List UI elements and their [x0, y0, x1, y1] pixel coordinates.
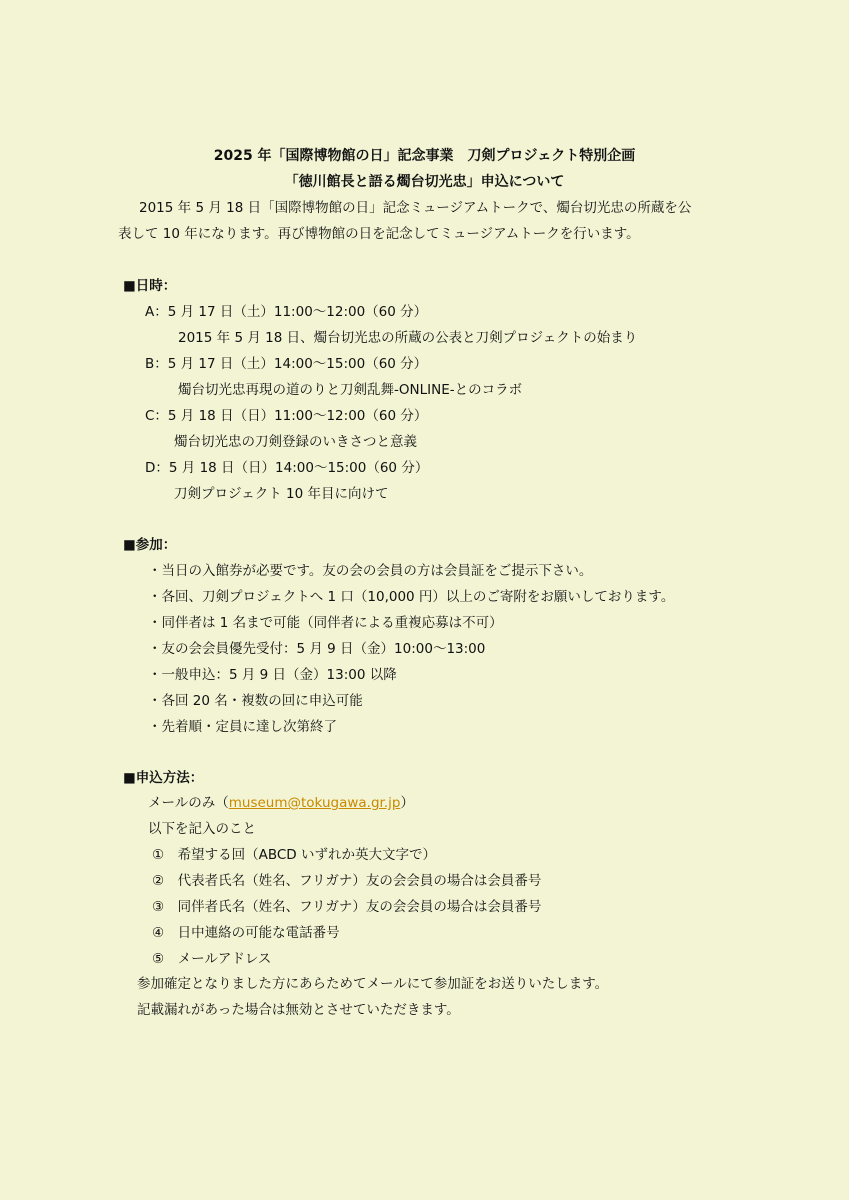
application-field: ④ 日中連絡の可能な電話番号 [152, 925, 340, 941]
application-field: ① 希望する回（ABCD いずれか英大文字で） [152, 847, 436, 863]
application-field: ③ 同伴者氏名（姓名、フリガナ）友の会会員の場合は会員番号 [152, 899, 542, 915]
invalid-note: 記載漏れがあった場合は無効とさせていただきます。 [137, 1002, 460, 1018]
session-a-topic: 2015 年 5 月 18 日、燭台切光忠の所蔵の公表と刀剣プロジェクトの始まり [178, 330, 638, 346]
participation-item: ・先着順・定員に達し次第終了 [148, 719, 337, 735]
mail-prefix: メールのみ（ [148, 795, 229, 811]
document-title-line-2: 「徳川館長と語る燭台切光忠」申込について [284, 174, 565, 190]
mail-suffix: ） [400, 795, 414, 811]
participation-item: ・各回、刀剣プロジェクトへ 1 口（10,000 円）以上のご寄附をお願いしております。 [148, 589, 675, 605]
intro-line-2: 表して 10 年になります。再び博物館の日を記念してミュージアムトークを行います。 [118, 226, 640, 242]
participation-item: ・友の会会員優先受付：5 月 9 日（金）10:00〜13:00 [148, 641, 486, 657]
session-b-time: B：5 月 17 日（土）14:00〜15:00（60 分） [145, 356, 428, 372]
participation-heading: ■参加： [123, 537, 177, 553]
application-field: ⑤ メールアドレス [152, 951, 272, 967]
application-heading: ■申込方法： [123, 770, 204, 786]
session-c-time: C：5 月 18 日（日）11:00〜12:00（60 分） [145, 408, 428, 424]
mail-only-line [148, 791, 414, 811]
participation-item: ・当日の入館券が必要です。友の会の会員の方は会員証をご提示下さい。 [148, 563, 593, 579]
document-title-line-1: 2025 年「国際博物館の日」記念事業 刀剣プロジェクト特別企画 [213, 148, 636, 164]
email-link[interactable]: museum@tokugawa.gr.jp [228, 795, 401, 811]
session-d-time: D：5 月 18 日（日）14:00〜15:00（60 分） [145, 460, 429, 476]
instruction-text: 以下を記入のこと [148, 821, 256, 837]
session-b-topic: 燭台切光忠再現の道のりと刀剣乱舞-ONLINE-とのコラボ [178, 382, 523, 398]
schedule-heading: ■日時： [123, 278, 177, 294]
session-c-topic: 燭台切光忠の刀剣登録のいきさつと意義 [174, 434, 417, 450]
participation-item: ・同伴者は 1 名まで可能（同伴者による重複応募は不可） [148, 615, 503, 631]
participation-item: ・各回 20 名・複数の回に申込可能 [148, 693, 363, 709]
intro-line-1: 2015 年 5 月 18 日「国際博物館の日」記念ミュージアムトークで、燭台切光忠の所蔵を公 [139, 200, 692, 216]
confirmation-note: 参加確定となりました方にあらためてメールにて参加証をお送りいたします。 [137, 976, 609, 992]
application-field: ② 代表者氏名（姓名、フリガナ）友の会会員の場合は会員番号 [152, 873, 542, 889]
session-d-topic: 刀剣プロジェクト 10 年目に向けて [174, 486, 389, 502]
participation-item: ・一般申込：5 月 9 日（金）13:00 以降 [148, 667, 397, 683]
session-a-time: A：5 月 17 日（土）11:00〜12:00（60 分） [145, 304, 428, 320]
